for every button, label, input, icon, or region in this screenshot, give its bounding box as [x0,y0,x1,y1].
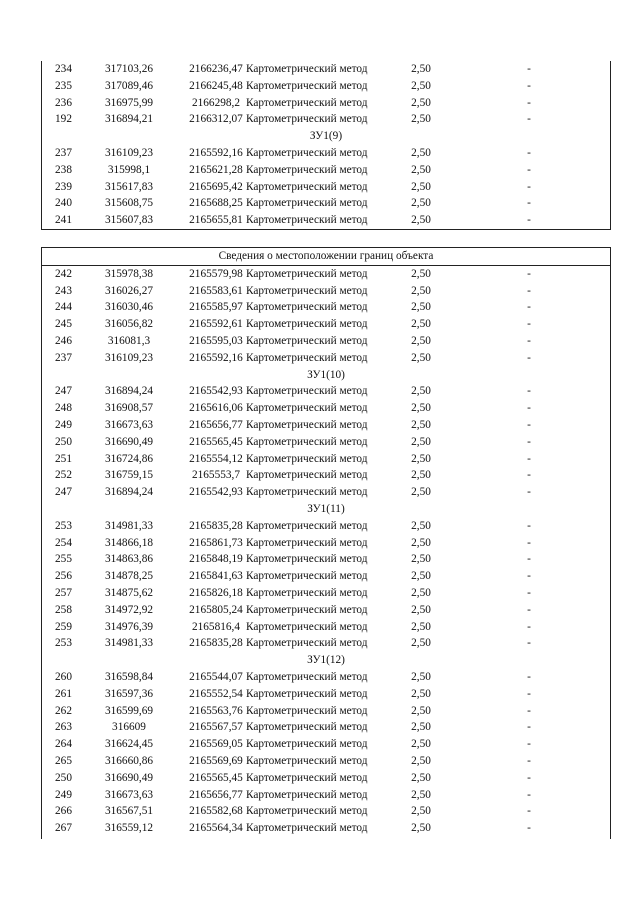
precision: 2,50 [411,402,431,415]
coord-y: 2165835,28 [189,519,243,532]
precision: 2,50 [411,805,431,818]
description: - [527,637,531,650]
point-number: 266 [55,805,72,818]
coord-y: 2165695,42 [189,180,243,193]
point-number: 238 [55,163,72,176]
description: - [527,754,531,767]
precision: 2,50 [411,267,431,280]
point-number: 258 [55,603,72,616]
method: Картометрический метод [246,267,368,280]
table-row [42,299,610,316]
table-row [42,635,610,652]
precision: 2,50 [411,553,431,566]
method: Картометрический метод [246,754,368,767]
precision: 2,50 [411,670,431,683]
coord-y: 2165655,81 [189,214,243,227]
precision: 2,50 [411,452,431,465]
table-row [42,383,610,400]
precision: 2,50 [411,637,431,650]
point-number: 253 [55,637,72,650]
coord-y: 2165564,34 [189,822,243,835]
coord-x: 316975,99 [104,96,153,109]
point-number: 260 [55,670,72,683]
coord-x: 316598,84 [104,670,153,683]
coord-x: 314875,62 [104,586,153,599]
precision: 2,50 [411,721,431,734]
coord-x: 316908,57 [104,402,153,415]
point-number: 246 [55,334,72,347]
table-row [42,803,610,820]
point-number: 253 [55,519,72,532]
description: - [527,822,531,835]
method: Картометрический метод [246,553,368,566]
method: Картометрический метод [246,385,368,398]
point-number: 245 [55,318,72,331]
method: Картометрический метод [246,469,368,482]
coord-x: 316030,46 [104,301,153,314]
coord-y: 2165563,76 [189,704,243,717]
table-row [42,585,610,602]
method: Картометрический метод [246,318,368,331]
coord-y: 2165553,7 [191,469,240,482]
point-number: 249 [55,788,72,801]
point-number: 250 [55,435,72,448]
table-row [42,145,610,162]
point-number: 261 [55,687,72,700]
point-number: 251 [55,452,72,465]
table-row [42,434,610,451]
description: - [527,385,531,398]
coord-x: 316559,12 [104,822,153,835]
table-row [42,787,610,804]
precision: 2,50 [411,284,431,297]
coord-y: 2165585,97 [189,301,243,314]
coord-y: 2165542,93 [189,385,243,398]
point-number: 250 [55,771,72,784]
table-row [42,568,610,585]
precision: 2,50 [411,435,431,448]
method: Картометрический метод [246,402,368,415]
method: Картометрический метод [246,284,368,297]
description: - [527,180,531,193]
coord-y: 2165805,24 [189,603,243,616]
point-number: 263 [55,721,72,734]
coord-x: 316109,23 [104,146,153,159]
coord-y: 2166236,47 [189,63,243,75]
table-row [42,770,610,787]
coord-x: 316567,51 [104,805,153,818]
description: - [527,805,531,818]
precision: 2,50 [411,704,431,717]
description: - [527,670,531,683]
coord-x: 314976,39 [104,620,153,633]
precision: 2,50 [411,180,431,193]
description: - [527,146,531,159]
description: - [527,318,531,331]
coord-x: 316109,23 [104,351,153,364]
coord-y: 2165552,54 [189,687,243,700]
coord-y: 2165688,25 [189,197,243,210]
table-row [42,400,610,417]
coord-x: 316690,49 [104,435,153,448]
coord-x: 316597,36 [104,687,153,700]
description: - [527,113,531,126]
coord-y: 2165554,12 [189,452,243,465]
coord-x: 316759,15 [104,469,153,482]
description: - [527,738,531,751]
coordinates-table-boundaries [41,247,611,839]
coord-x: 316690,49 [104,771,153,784]
precision: 2,50 [411,754,431,767]
precision: 2,50 [411,687,431,700]
table-row [42,283,610,300]
precision: 2,50 [411,788,431,801]
method: Картометрический метод [246,180,368,193]
table-row [42,619,610,636]
table-row [42,669,610,686]
coord-y: 2165656,77 [189,418,243,431]
precision: 2,50 [411,469,431,482]
coord-x: 316081,3 [107,334,151,347]
description: - [527,334,531,347]
table-row [42,451,610,468]
method: Картометрический метод [246,351,368,364]
method: Картометрический метод [246,146,368,159]
coord-x: 314863,86 [104,553,153,566]
coord-x: 315617,83 [104,180,153,193]
precision: 2,50 [411,536,431,549]
coord-x: 316894,24 [104,385,153,398]
method: Картометрический метод [246,301,368,314]
point-number: 244 [55,301,72,314]
precision: 2,50 [411,63,431,75]
table-row [42,316,610,333]
coord-y: 2165567,57 [189,721,243,734]
table-row [42,736,610,753]
coord-y: 2166245,48 [189,79,243,92]
point-number: 192 [55,113,72,126]
precision: 2,50 [411,519,431,532]
description: - [527,536,531,549]
coord-x: 316624,45 [104,738,153,751]
table-row [42,111,610,128]
method: Картометрический метод [246,603,368,616]
table-row [42,719,610,736]
method: Картометрический метод [246,670,368,683]
method: Картометрический метод [246,788,368,801]
table-row [42,162,610,179]
point-number: 252 [55,469,72,482]
coord-y: 2165544,07 [189,670,243,683]
precision: 2,50 [411,738,431,751]
method: Картометрический метод [246,805,368,818]
precision: 2,50 [411,486,431,499]
description: - [527,63,531,75]
description: - [527,214,531,227]
description: - [527,197,531,210]
coord-y: 2165826,18 [189,586,243,599]
method: Картометрический метод [246,214,368,227]
coord-y: 2165542,93 [189,486,243,499]
method: Картометрический метод [246,197,368,210]
precision: 2,50 [411,334,431,347]
description: - [527,771,531,784]
table-row [42,350,610,367]
method: Картометрический метод [246,418,368,431]
point-number: 234 [55,63,72,75]
precision: 2,50 [411,146,431,159]
table-row [42,417,610,434]
coord-x: 315607,83 [104,214,153,227]
method: Картометрический метод [246,637,368,650]
point-number: 254 [55,536,72,549]
table-row [42,753,610,770]
table-row [42,686,610,703]
coord-y: 2165592,61 [189,318,243,331]
coord-y: 2165848,19 [189,553,243,566]
precision: 2,50 [411,570,431,583]
table-row [42,195,610,212]
coord-y: 2165582,68 [189,805,243,818]
table-row [42,333,610,350]
point-number: 239 [55,180,72,193]
table-row [42,820,610,837]
table-row [42,266,610,283]
description: - [527,96,531,109]
coord-x: 316660,86 [104,754,153,767]
table-row [42,467,610,484]
coord-x: 314981,33 [104,519,153,532]
description: - [527,570,531,583]
table-header: Сведения о местоположении границ объекта [42,248,610,266]
description: - [527,687,531,700]
method: Картометрический метод [246,486,368,499]
precision: 2,50 [411,96,431,109]
table-row [42,95,610,112]
coord-x: 316673,63 [104,788,153,801]
coord-y: 2165592,16 [189,351,243,364]
method: Картометрический метод [246,334,368,347]
coord-y: 2165595,03 [189,334,243,347]
method: Картометрический метод [246,822,368,835]
precision: 2,50 [411,603,431,616]
description: - [527,519,531,532]
point-number: 247 [55,385,72,398]
precision: 2,50 [411,822,431,835]
point-number: 267 [55,822,72,835]
point-number: 265 [55,754,72,767]
point-number: 235 [55,79,72,92]
method: Картометрический метод [246,519,368,532]
section-label: ЗУ1(11) [307,502,345,515]
table-row [42,484,610,501]
method: Картометрический метод [246,721,368,734]
precision: 2,50 [411,418,431,431]
precision: 2,50 [411,351,431,364]
coord-x: 316599,69 [104,704,153,717]
coord-y: 2165569,05 [189,738,243,751]
description: - [527,788,531,801]
method: Картометрический метод [246,704,368,717]
table-row [42,703,610,720]
point-number: 257 [55,586,72,599]
coord-y: 2165565,45 [189,435,243,448]
description: - [527,402,531,415]
coord-y: 2165835,28 [189,637,243,650]
description: - [527,704,531,717]
precision: 2,50 [411,214,431,227]
description: - [527,418,531,431]
coord-x: 315998,1 [107,163,151,176]
precision: 2,50 [411,79,431,92]
coord-x: 316673,63 [104,418,153,431]
precision: 2,50 [411,113,431,126]
point-number: 259 [55,620,72,633]
coordinates-table-top [41,61,611,230]
method: Картометрический метод [246,738,368,751]
method: Картометрический метод [246,63,368,75]
section-label: ЗУ1(10) [307,368,345,381]
coord-x: 317089,46 [104,79,153,92]
coord-x: 316609 [112,721,146,734]
description: - [527,586,531,599]
method: Картометрический метод [246,113,368,126]
description: - [527,351,531,364]
coord-x: 314981,33 [104,637,153,650]
coord-x: 315608,75 [104,197,153,210]
point-number: 255 [55,553,72,566]
method: Картометрический метод [246,452,368,465]
point-number: 237 [55,146,72,159]
method: Картометрический метод [246,435,368,448]
precision: 2,50 [411,301,431,314]
point-number: 243 [55,284,72,297]
point-number: 248 [55,402,72,415]
point-number: 247 [55,486,72,499]
description: - [527,620,531,633]
coord-x: 316894,24 [104,486,153,499]
coord-y: 2166298,2 [191,96,240,109]
table-row [42,551,610,568]
coord-y: 2165592,16 [189,146,243,159]
section-label: ЗУ1(9) [309,130,343,143]
point-number: 242 [55,267,72,280]
description: - [527,553,531,566]
method: Картометрический метод [246,96,368,109]
method: Картометрический метод [246,687,368,700]
coord-y: 2165565,45 [189,771,243,784]
coord-x: 316894,21 [104,113,153,126]
description: - [527,79,531,92]
coord-x: 314972,92 [104,603,153,616]
table-row [42,602,610,619]
coord-y: 2165861,73 [189,536,243,549]
point-number: 264 [55,738,72,751]
coord-x: 316724,86 [104,452,153,465]
precision: 2,50 [411,318,431,331]
method: Картометрический метод [246,620,368,633]
table-row [42,535,610,552]
point-number: 256 [55,570,72,583]
coord-y: 2165841,63 [189,570,243,583]
coord-y: 2165579,98 [189,267,243,280]
coord-y: 2165656,77 [189,788,243,801]
coord-x: 314866,18 [104,536,153,549]
coord-x: 317103,26 [104,63,153,75]
description: - [527,721,531,734]
table-row [42,78,610,95]
precision: 2,50 [411,163,431,176]
method: Картометрический метод [246,163,368,176]
coord-y: 2165621,28 [189,163,243,176]
description: - [527,435,531,448]
precision: 2,50 [411,586,431,599]
description: - [527,469,531,482]
point-number: 241 [55,214,72,227]
precision: 2,50 [411,197,431,210]
method: Картометрический метод [246,771,368,784]
method: Картометрический метод [246,586,368,599]
table-row [42,179,610,196]
coord-x: 316026,27 [104,284,153,297]
point-number: 237 [55,351,72,364]
description: - [527,301,531,314]
description: - [527,452,531,465]
method: Картометрический метод [246,570,368,583]
coord-y: 2165569,69 [189,754,243,767]
description: - [527,267,531,280]
table-row [42,61,610,78]
precision: 2,50 [411,771,431,784]
point-number: 236 [55,96,72,109]
description: - [527,486,531,499]
coord-x: 314878,25 [104,570,153,583]
precision: 2,50 [411,385,431,398]
table-row [42,212,610,229]
precision: 2,50 [411,620,431,633]
description: - [527,284,531,297]
section-label: ЗУ1(12) [307,654,345,667]
point-number: 249 [55,418,72,431]
point-number: 240 [55,197,72,210]
method: Картометрический метод [246,536,368,549]
coord-x: 316056,82 [104,318,153,331]
point-number: 262 [55,704,72,717]
table-row [42,518,610,535]
coord-y: 2165616,06 [189,402,243,415]
description: - [527,163,531,176]
description: - [527,603,531,616]
method: Картометрический метод [246,79,368,92]
coord-y: 2165816,4 [191,620,240,633]
coord-x: 315978,38 [104,267,153,280]
coord-y: 2165583,61 [189,284,243,297]
coord-y: 2166312,07 [189,113,243,126]
